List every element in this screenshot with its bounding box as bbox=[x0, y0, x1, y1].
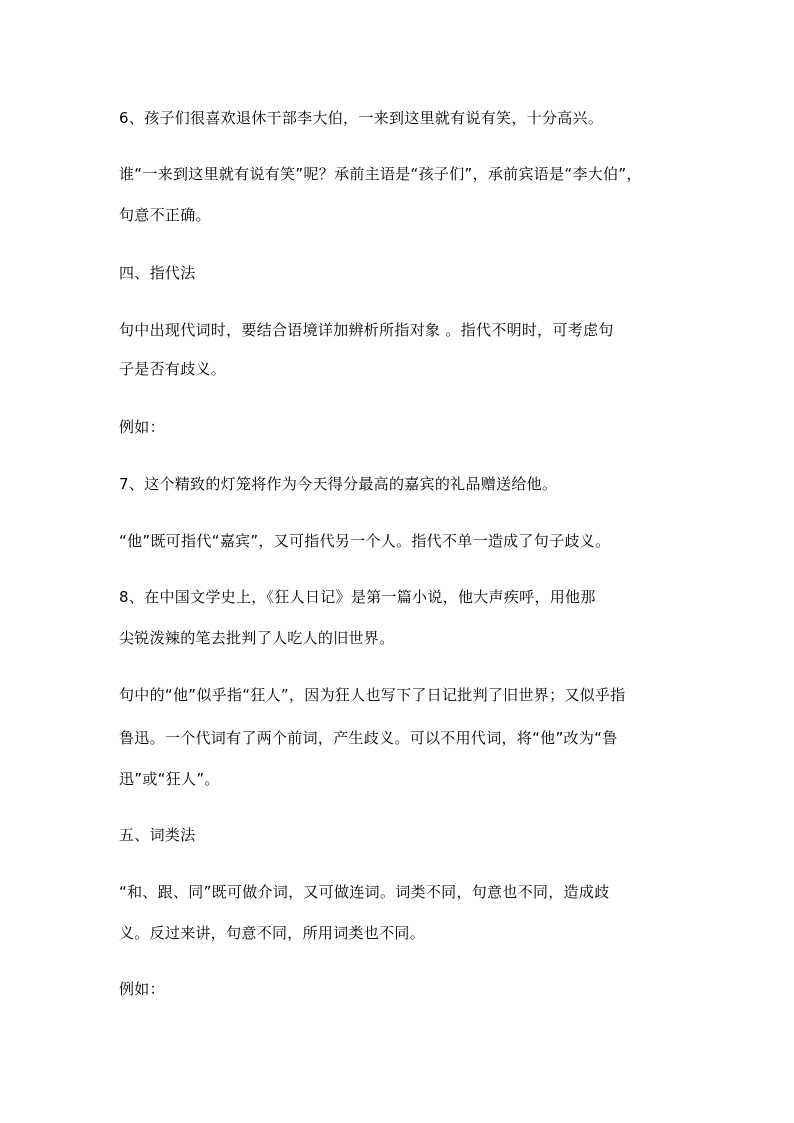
example-7-analysis: “他”既可指代“嘉宾”，又可指代另一个人。指代不单一造成了句子歧义。 bbox=[119, 532, 611, 550]
example-8-sentence-line-2: 尖锐泼辣的笔去批判了人吃人的旧世界。 bbox=[119, 629, 395, 647]
example-8-analysis-line-2: 鲁迅。一个代词有了两个前词，产生歧义。可以不用代词，将“他”改为“鲁 bbox=[119, 729, 618, 747]
example-8-analysis-line-1: 句中的“他”似乎指“狂人”，因为狂人也写下了日记批判了旧世界；又似乎指 bbox=[119, 686, 626, 704]
section-5-text-line-1: “和、跟、同”既可做介词，又可做连词。词类不同，句意也不同，造成歧 bbox=[119, 883, 610, 901]
example-6-analysis-line-1: 谁“一来到这里就有说有笑”呢？承前主语是“孩子们”，承前宾语是“李大伯”， bbox=[119, 165, 642, 183]
section-4-text-line-2: 子是否有歧义。 bbox=[119, 360, 227, 378]
example-label: 例如： bbox=[119, 418, 165, 436]
section-5-text-line-2: 义。反过来讲，句意不同，所用词类也不同。 bbox=[119, 924, 426, 942]
example-6-analysis-line-2: 句意不正确。 bbox=[119, 206, 211, 224]
example-8-sentence-line-1: 8、在中国文学史上，《狂人日记》是第一篇小说，他大声疾呼，用他那 bbox=[119, 588, 596, 606]
example-label: 例如： bbox=[119, 980, 165, 998]
example-8-analysis-line-3: 迅”或“狂人”。 bbox=[119, 770, 220, 788]
section-heading-5: 五、词类法 bbox=[119, 826, 196, 844]
example-6-sentence: 6、孩子们很喜欢退休干部李大伯，一来到这里就有说有笑，十分高兴。 bbox=[119, 109, 604, 127]
example-7-sentence: 7、这个精致的灯笼将作为今天得分最高的嘉宾的礼品赠送给他。 bbox=[119, 475, 558, 493]
section-4-text-line-1: 句中出现代词时，要结合语境详加辨析所指对象 。指代不明时，可考虑句 bbox=[119, 321, 614, 339]
section-heading-4: 四、指代法 bbox=[119, 264, 196, 282]
